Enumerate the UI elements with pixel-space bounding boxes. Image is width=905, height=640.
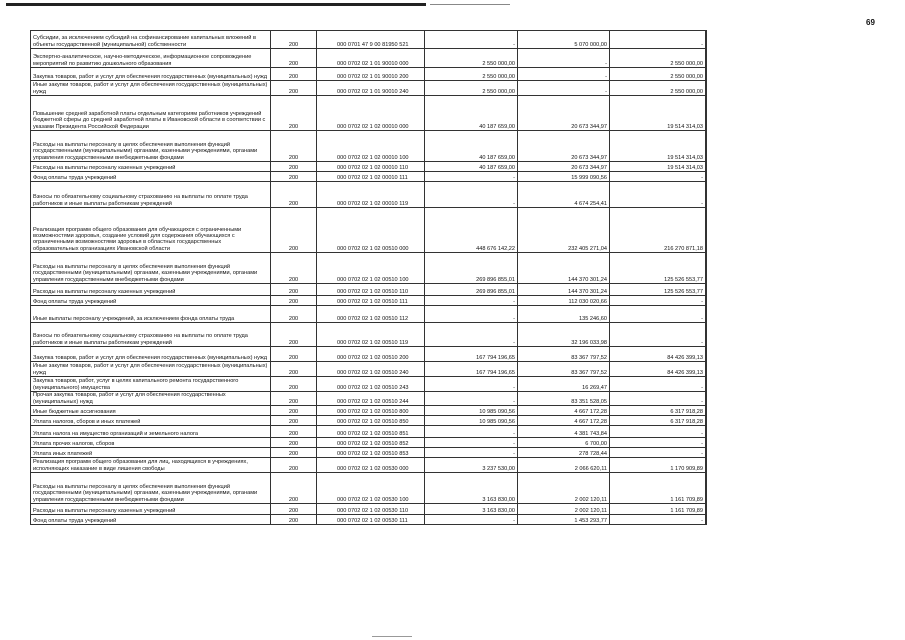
row-executed-amount: 4 667 172,28 [518,406,610,416]
table-row [31,406,707,416]
row-extra-cell [706,162,707,172]
row-executed-amount: 5 070 000,00 [518,31,610,49]
row-budget-classification-code: 000 0702 02 1 02 00510 853 [317,448,425,458]
row-unexecuted-amount: 216 270 871,18 [610,208,706,253]
row-budget-classification-code: 000 0702 02 1 02 00010 111 [317,172,425,182]
row-executed-amount: 278 728,44 [518,448,610,458]
row-approved-amount: 167 794 196,65 [425,362,518,377]
row-approved-amount: - [425,296,518,306]
row-unexecuted-amount: - [610,392,706,406]
table-row [31,96,707,131]
row-approved-amount: 40 187 659,00 [425,162,518,172]
page-number: 69 [866,18,875,27]
row-unexecuted-amount: - [610,172,706,182]
row-name: Фонд оплаты труда учреждений [31,172,271,182]
row-extra-cell [706,515,707,525]
table-row [31,426,707,438]
table-row [31,323,707,347]
row-name: Расходы на выплаты персоналу в целях обеспечения выполнения функций государственными (муниципальными) органами, казенными учреждениями, органами управления государственными внебюджетными фондами [31,131,271,162]
budget-execution-table [30,30,707,525]
row-executed-amount: 16 269,47 [518,377,610,392]
table-row [31,473,707,504]
scan-edge-line-thin [430,4,510,5]
scan-bottom-mark [372,636,412,637]
table-row [31,31,707,49]
row-name: Уплата иных платежей [31,448,271,458]
row-extra-cell [706,438,707,448]
row-line-code: 200 [271,515,317,525]
row-budget-classification-code: 000 0702 02 1 02 00510 240 [317,362,425,377]
row-approved-amount: - [425,182,518,208]
row-line-code: 200 [271,306,317,323]
row-executed-amount: 20 673 344,97 [518,96,610,131]
row-name: Реализация программ общего образования для лиц, находящихся в учреждениях, исполняющих наказание в виде лишения свободы [31,458,271,473]
row-line-code: 200 [271,253,317,284]
row-approved-amount: 3 163 830,00 [425,473,518,504]
row-extra-cell [706,458,707,473]
row-extra-cell [706,182,707,208]
row-extra-cell [706,68,707,81]
row-approved-amount: 3 237 530,00 [425,458,518,473]
row-executed-amount: - [518,81,610,96]
row-extra-cell [706,323,707,347]
scan-edge-line [6,3,426,6]
row-budget-classification-code: 000 0702 02 1 02 00510 800 [317,406,425,416]
row-extra-cell [706,392,707,406]
row-budget-classification-code: 000 0702 02 1 02 00510 852 [317,438,425,448]
table-row [31,515,707,525]
row-approved-amount: - [425,426,518,438]
row-line-code: 200 [271,49,317,68]
row-budget-classification-code: 000 0702 02 1 02 00510 200 [317,347,425,362]
row-extra-cell [706,31,707,49]
row-name: Уплата налога на имущество организаций и земельного налога [31,426,271,438]
row-line-code: 200 [271,208,317,253]
row-executed-amount: - [518,68,610,81]
row-line-code: 200 [271,377,317,392]
table-row [31,448,707,458]
row-approved-amount: 10 985 090,56 [425,416,518,426]
row-extra-cell [706,96,707,131]
row-line-code: 200 [271,448,317,458]
row-executed-amount: 4 667 172,28 [518,416,610,426]
row-extra-cell [706,81,707,96]
row-executed-amount: 6 700,00 [518,438,610,448]
table-row [31,284,707,296]
row-approved-amount: 2 550 000,00 [425,81,518,96]
row-executed-amount: 135 246,60 [518,306,610,323]
row-line-code: 200 [271,162,317,172]
row-name: Расходы на выплаты персоналу в целях обеспечения выполнения функций государственными (муниципальными) органами, казенными учреждениями, органами управления государственными внебюджетными фондами [31,473,271,504]
row-line-code: 200 [271,131,317,162]
table-row [31,182,707,208]
row-budget-classification-code: 000 0702 02 1 02 00510 244 [317,392,425,406]
row-unexecuted-amount: - [610,306,706,323]
row-budget-classification-code: 000 0702 02 1 02 00510 119 [317,323,425,347]
row-budget-classification-code: 000 0702 02 1 02 00510 100 [317,253,425,284]
row-extra-cell [706,416,707,426]
row-executed-amount: 2 002 120,11 [518,473,610,504]
row-unexecuted-amount: - [610,31,706,49]
row-budget-classification-code: 000 0702 02 1 02 00530 111 [317,515,425,525]
row-extra-cell [706,306,707,323]
row-extra-cell [706,49,707,68]
row-approved-amount: 40 187 659,00 [425,131,518,162]
row-extra-cell [706,131,707,162]
row-name: Закупка товаров, работ, услуг в целях капитального ремонта государственного (муниципального) имущества [31,377,271,392]
row-executed-amount: 15 999 090,56 [518,172,610,182]
row-unexecuted-amount: 19 514 314,03 [610,96,706,131]
row-name: Закупка товаров, работ и услуг для обеспечения государственных (муниципальных) нужд [31,347,271,362]
row-extra-cell [706,296,707,306]
row-budget-classification-code: 000 0702 02 1 01 90010 240 [317,81,425,96]
row-line-code: 200 [271,473,317,504]
row-name: Иные бюджетные ассигнования [31,406,271,416]
row-unexecuted-amount: 6 317 918,28 [610,406,706,416]
row-approved-amount: - [425,31,518,49]
row-unexecuted-amount: 6 317 918,28 [610,416,706,426]
row-unexecuted-amount: 84 426 399,13 [610,347,706,362]
row-name: Иные закупки товаров, работ и услуг для обеспечения государственных (муниципальных) нужд [31,362,271,377]
row-unexecuted-amount: - [610,377,706,392]
row-unexecuted-amount: 1 161 709,89 [610,473,706,504]
row-unexecuted-amount: 2 550 000,00 [610,81,706,96]
row-extra-cell [706,504,707,515]
table-row [31,347,707,362]
row-extra-cell [706,406,707,416]
row-name: Субсидии, за исключением субсидий на софинансирование капитальных вложений в объекты государственной (муниципальной) собственности [31,31,271,49]
row-budget-classification-code: 000 0702 02 1 02 00510 850 [317,416,425,426]
row-unexecuted-amount: 1 161 709,89 [610,504,706,515]
row-budget-classification-code: 000 0702 02 1 01 90010 200 [317,68,425,81]
row-budget-classification-code: 000 0702 02 1 02 00510 111 [317,296,425,306]
row-line-code: 200 [271,68,317,81]
row-executed-amount: 83 367 797,52 [518,362,610,377]
row-approved-amount: - [425,377,518,392]
row-approved-amount: - [425,438,518,448]
row-line-code: 200 [271,172,317,182]
table-row [31,253,707,284]
row-name: Экспертно-аналитическое, научно-методическое, информационное сопровождение мероприятий по развитию дошкольного образования [31,49,271,68]
row-budget-classification-code: 000 0701 47 9 00 81950 521 [317,31,425,49]
table-row [31,458,707,473]
row-unexecuted-amount: - [610,323,706,347]
row-line-code: 200 [271,416,317,426]
table-row [31,362,707,377]
row-line-code: 200 [271,504,317,515]
row-executed-amount: 232 405 271,04 [518,208,610,253]
row-extra-cell [706,473,707,504]
row-approved-amount: 40 187 659,00 [425,96,518,131]
row-extra-cell [706,448,707,458]
row-line-code: 200 [271,392,317,406]
table-row [31,377,707,392]
row-name: Взносы по обязательному социальному страхованию на выплаты по оплате труда работников и иные выплаты работникам учреждений [31,323,271,347]
table-row [31,438,707,448]
row-name: Уплата прочих налогов, сборов [31,438,271,448]
row-line-code: 200 [271,438,317,448]
row-name: Расходы на выплаты персоналу казенных учреждений [31,504,271,515]
row-unexecuted-amount: 2 550 000,00 [610,68,706,81]
row-approved-amount: 2 550 000,00 [425,68,518,81]
row-budget-classification-code: 000 0702 02 1 02 00510 112 [317,306,425,323]
row-name: Уплата налогов, сборов и иных платежей [31,416,271,426]
row-budget-classification-code: 000 0702 02 1 02 00510 243 [317,377,425,392]
row-line-code: 200 [271,323,317,347]
row-executed-amount: 83 367 797,52 [518,347,610,362]
row-unexecuted-amount: 125 526 553,77 [610,253,706,284]
row-name: Иные выплаты персоналу учреждений, за исключением фонда оплаты труда [31,306,271,323]
row-unexecuted-amount: - [610,182,706,208]
row-unexecuted-amount: - [610,296,706,306]
row-budget-classification-code: 000 0702 02 1 02 00010 110 [317,162,425,172]
table-row [31,49,707,68]
row-name: Расходы на выплаты персоналу в целях обеспечения выполнения функций государственными (муниципальными) органами, казенными учреждениями, органами управления государственными внебюджетными фондами [31,253,271,284]
row-executed-amount: 32 196 033,98 [518,323,610,347]
row-line-code: 200 [271,31,317,49]
row-name: Взносы по обязательному социальному страхованию на выплаты по оплате труда работников и иные выплаты работникам учреждений [31,182,271,208]
row-unexecuted-amount: 125 526 553,77 [610,284,706,296]
row-budget-classification-code: 000 0702 02 1 02 00510 110 [317,284,425,296]
row-extra-cell [706,377,707,392]
row-executed-amount: 2 002 120,11 [518,504,610,515]
row-line-code: 200 [271,182,317,208]
row-executed-amount: 2 066 620,11 [518,458,610,473]
row-executed-amount: 4 674 254,41 [518,182,610,208]
row-approved-amount: 3 163 830,00 [425,504,518,515]
table-row [31,296,707,306]
row-executed-amount: - [518,49,610,68]
row-line-code: 200 [271,458,317,473]
row-approved-amount: - [425,515,518,525]
row-name: Фонд оплаты труда учреждений [31,296,271,306]
row-extra-cell [706,172,707,182]
row-line-code: 200 [271,406,317,416]
row-approved-amount: 167 794 196,65 [425,347,518,362]
row-unexecuted-amount: - [610,448,706,458]
table-row [31,306,707,323]
table-row [31,172,707,182]
row-line-code: 200 [271,296,317,306]
row-unexecuted-amount: - [610,515,706,525]
row-name: Реализация программ общего образования для обучающихся с ограниченными возможностями здоровья, создание условий для содержания обучающихся с ограниченными возможностями здоровья в областных государственных образовательных организациях Ивановской области [31,208,271,253]
row-budget-classification-code: 000 0702 02 1 02 00010 000 [317,96,425,131]
table-row [31,68,707,81]
row-extra-cell [706,347,707,362]
table-row [31,504,707,515]
row-unexecuted-amount: 84 426 399,13 [610,362,706,377]
row-approved-amount: - [425,392,518,406]
row-executed-amount: 83 351 528,05 [518,392,610,406]
row-unexecuted-amount: - [610,438,706,448]
row-name: Прочая закупка товаров, работ и услуг для обеспечения государственных (муниципальных) нужд [31,392,271,406]
row-executed-amount: 20 673 344,97 [518,131,610,162]
table-row [31,208,707,253]
row-name: Повышение средней заработной платы отдельным категориям работников учреждений бюджетной сферы до средней заработной платы в Ивановской области в соответствии с указами Президента Российской Федерации [31,96,271,131]
table-row [31,131,707,162]
row-line-code: 200 [271,362,317,377]
row-budget-classification-code: 000 0702 02 1 02 00510 000 [317,208,425,253]
row-approved-amount: 269 896 855,01 [425,284,518,296]
row-name: Расходы на выплаты персоналу казенных учреждений [31,284,271,296]
row-unexecuted-amount: 19 514 314,03 [610,131,706,162]
row-budget-classification-code: 000 0702 02 1 01 90010 000 [317,49,425,68]
row-name: Закупка товаров, работ и услуг для обеспечения государственных (муниципальных) нужд [31,68,271,81]
row-budget-classification-code: 000 0702 02 1 02 00530 110 [317,504,425,515]
row-line-code: 200 [271,96,317,131]
row-extra-cell [706,362,707,377]
row-extra-cell [706,426,707,438]
row-executed-amount: 144 370 301,24 [518,284,610,296]
table-row [31,162,707,172]
row-line-code: 200 [271,347,317,362]
table-row [31,81,707,96]
row-budget-classification-code: 000 0702 02 1 02 00510 851 [317,426,425,438]
table-row [31,392,707,406]
row-name: Расходы на выплаты персоналу казенных учреждений [31,162,271,172]
row-approved-amount: - [425,172,518,182]
row-executed-amount: 1 453 293,77 [518,515,610,525]
row-approved-amount: - [425,323,518,347]
row-extra-cell [706,208,707,253]
row-extra-cell [706,253,707,284]
row-name: Иные закупки товаров, работ и услуг для обеспечения государственных (муниципальных) нужд [31,81,271,96]
row-unexecuted-amount: 2 550 000,00 [610,49,706,68]
row-budget-classification-code: 000 0702 02 1 02 00010 100 [317,131,425,162]
row-approved-amount: - [425,306,518,323]
row-approved-amount: 10 985 090,56 [425,406,518,416]
row-budget-classification-code: 000 0702 02 1 02 00010 119 [317,182,425,208]
row-executed-amount: 112 030 020,66 [518,296,610,306]
row-extra-cell [706,284,707,296]
row-budget-classification-code: 000 0702 02 1 02 00530 000 [317,458,425,473]
row-line-code: 200 [271,284,317,296]
row-approved-amount: 269 896 855,01 [425,253,518,284]
row-executed-amount: 20 673 344,97 [518,162,610,172]
row-unexecuted-amount: - [610,426,706,438]
row-executed-amount: 4 381 743,84 [518,426,610,438]
row-executed-amount: 144 370 301,24 [518,253,610,284]
row-line-code: 200 [271,426,317,438]
table-row [31,416,707,426]
row-budget-classification-code: 000 0702 02 1 02 00530 100 [317,473,425,504]
row-name: Фонд оплаты труда учреждений [31,515,271,525]
row-unexecuted-amount: 1 170 909,89 [610,458,706,473]
row-unexecuted-amount: 19 514 314,03 [610,162,706,172]
row-approved-amount: 2 550 000,00 [425,49,518,68]
row-approved-amount: 448 676 142,22 [425,208,518,253]
row-approved-amount: - [425,448,518,458]
row-line-code: 200 [271,81,317,96]
